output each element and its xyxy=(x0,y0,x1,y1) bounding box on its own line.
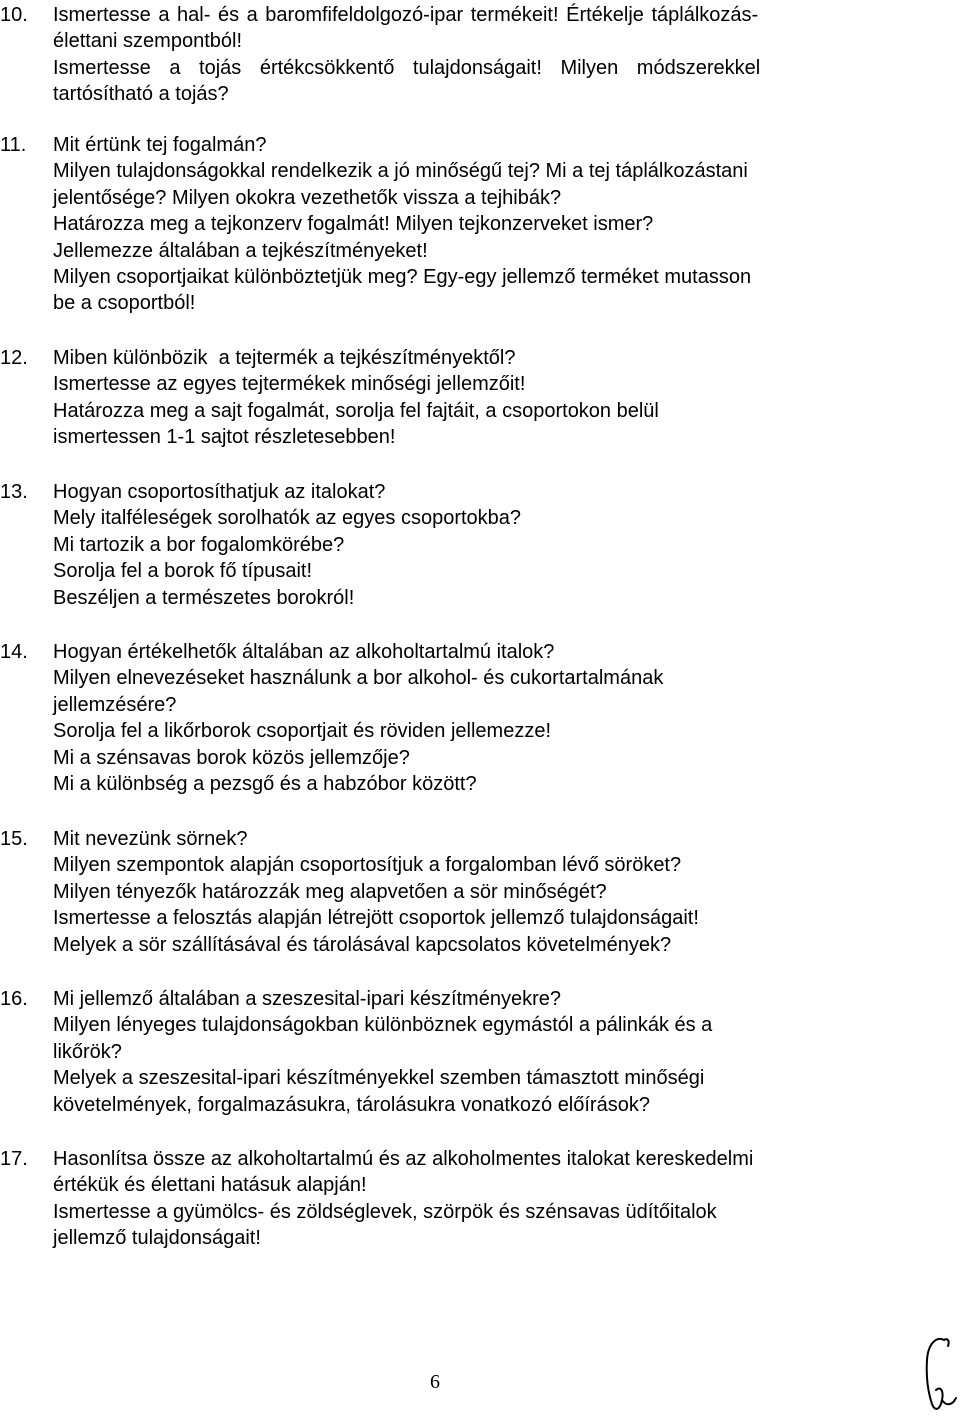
text-line: Hogyan csoportosíthatjuk az italokat? xyxy=(53,481,386,503)
question-text xyxy=(53,639,893,797)
text-line: Mit értünk tej fogalmán? xyxy=(53,134,267,156)
page-number: 6 xyxy=(430,1371,440,1393)
text-line: Határozza meg a tejkonzerv fogalmát! Milyen tejkonzerveket ismer? xyxy=(53,213,654,236)
text-line: Ismertesse a gyümölcs- és zöldséglevek, szörpök és szénsavas üdítőitalok xyxy=(53,1200,717,1223)
question-number: 11. xyxy=(0,134,27,156)
text-line: Melyek a szeszesital-ipari készítményekkel szemben támasztott minőségi xyxy=(53,1067,705,1090)
text-line: likőrök? xyxy=(53,1040,122,1063)
question-number: 16. xyxy=(0,988,28,1010)
question-text xyxy=(53,345,893,451)
text-line: Ismertesse az egyes tejtermékek minőségi jellemzőit! xyxy=(53,373,526,396)
text-line: Mi tartozik a bor fogalomkörébe? xyxy=(53,533,345,556)
text-line: Melyek a sör szállításával és tárolásával kapcsolatos követelmények? xyxy=(53,933,672,956)
question-text xyxy=(53,986,893,1118)
text-line: ismertessen 1-1 sajtot részletesebben! xyxy=(53,426,396,449)
question-number: 13. xyxy=(0,481,28,503)
text-line: Mi a különbség a pezsgő és a habzóbor között? xyxy=(53,773,477,796)
text-line: Ismertesse a felosztás alapján létrejött csoportok jellemző tulajdonságait! xyxy=(53,907,699,930)
text-line: jellemző tulajdonságait! xyxy=(53,1227,261,1250)
text-line: Beszéljen a természetes borokról! xyxy=(53,586,355,609)
text-line: Milyen szempontok alapján csoportosítjuk a forgalomban lévő söröket? xyxy=(53,854,682,877)
question-text xyxy=(53,826,893,958)
handwritten-signature xyxy=(918,1330,958,1416)
question-text xyxy=(53,1146,893,1252)
question-number: 14. xyxy=(0,641,28,663)
text-line: Milyen elnevezéseket használunk a bor alkohol- és cukortartalmának xyxy=(53,667,664,690)
text-line: Milyen tulajdonságokkal rendelkezik a jó minőségű tej? Mi a tej táplálkozástani xyxy=(53,160,748,183)
text-line: jellemzésére? xyxy=(53,693,177,716)
text-line: követelmények, forgalmazásukra, tárolásukra vonatkozó előírások? xyxy=(53,1093,650,1116)
text-line: Miben különbözik a tejtermék a tejkészítményektől? xyxy=(53,347,516,369)
text-line: be a csoportból! xyxy=(53,292,196,315)
text-line: Mi a szénsavas borok közös jellemzője? xyxy=(53,746,410,769)
text-line: jelentősége? Milyen okokra vezethetők vissza a tejhibák? xyxy=(53,186,562,209)
text-line: Ismertesse a tojás értékcsökkentő tulajdonságait! Milyen módszerekkel xyxy=(53,56,761,79)
text-line: tartósítható a tojás? xyxy=(53,83,229,106)
question-number: 10. xyxy=(0,4,28,26)
text-line: Sorolja fel a borok fő típusait! xyxy=(53,560,313,583)
question-text xyxy=(53,132,893,317)
question-number: 17. xyxy=(0,1148,28,1170)
text-line: Hasonlítsa össze az alkoholtartalmú és az alkoholmentes italokat kereskedelmi xyxy=(53,1148,754,1170)
question-number: 15. xyxy=(0,828,28,850)
text-line: Sorolja fel a likőrborok csoportjait és röviden jellemezze! xyxy=(53,720,552,743)
text-line: Mely italféleségek sorolhatók az egyes csoportokba? xyxy=(53,507,522,530)
text-line: értékük és élettani hatásuk alapján! xyxy=(53,1174,367,1197)
text-line: Határozza meg a sajt fogalmát, sorolja fel fajtáit, a csoportokon belül xyxy=(53,399,659,422)
question-text xyxy=(53,2,893,108)
question-number: 12. xyxy=(0,347,28,369)
text-line: Milyen csoportjaikat különböztetjük meg? Egy-egy jellemző terméket mutasson xyxy=(53,266,752,289)
text-line: Jellemezze általában a tejkészítményeket! xyxy=(53,239,428,262)
text-line: Milyen lényeges tulajdonságokban különböznek egymástól a pálinkák és a xyxy=(53,1014,713,1037)
question-text xyxy=(53,479,893,611)
text-line: Milyen tényezők határozzák meg alapvetően a sör minőségét? xyxy=(53,880,607,903)
text-line: Mi jellemző általában a szeszesital-ipari készítményekre? xyxy=(53,988,561,1010)
text-line: Mit nevezünk sörnek? xyxy=(53,828,248,850)
text-line: élettani szempontból! xyxy=(53,30,243,53)
text-line: Hogyan értékelhetők általában az alkoholtartalmú italok? xyxy=(53,641,555,663)
text-line: Ismertesse a hal- és a baromfifeldolgozó-ipar termékeit! Értékelje táplálkozás- xyxy=(53,4,759,26)
